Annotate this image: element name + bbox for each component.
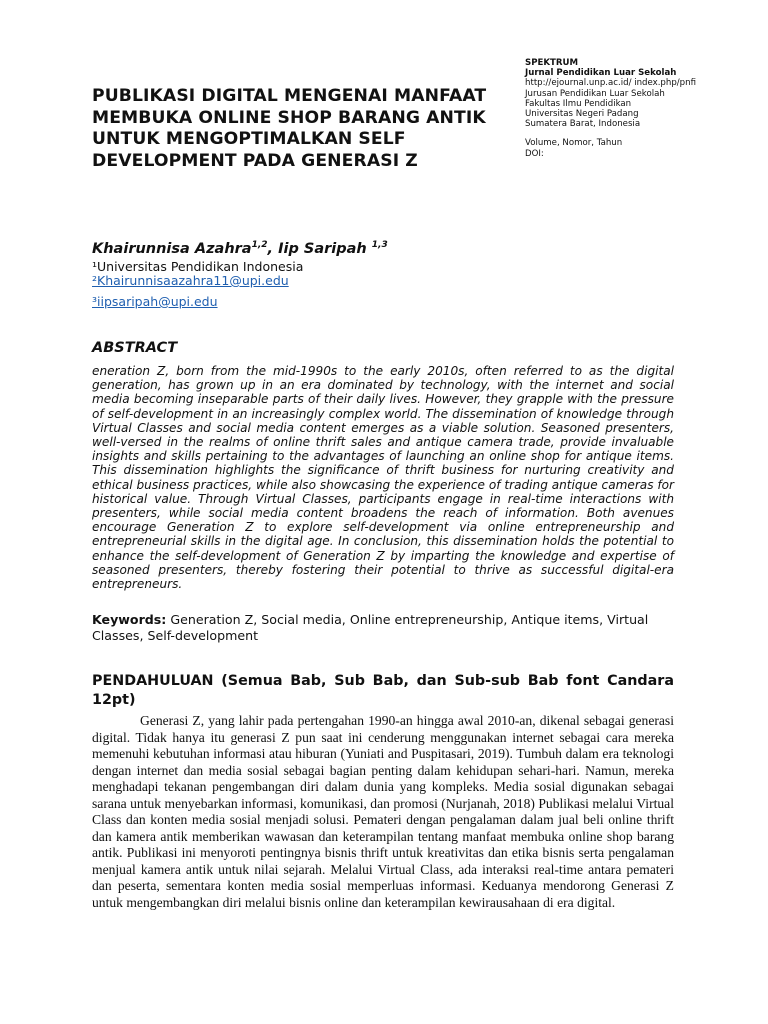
section-heading-pendahuluan: PENDAHULUAN (Semua Bab, Sub Bab, dan Sub-sub Bab font Candara 12pt) bbox=[92, 673, 674, 708]
journal-url: http://ejournal.unp.ac.id/ index.php/pnfi bbox=[525, 78, 697, 89]
author-line bbox=[92, 240, 388, 257]
journal-spacer bbox=[525, 129, 705, 138]
keywords-label: Keywords: bbox=[92, 612, 167, 627]
journal-subtitle: Jurnal Pendidikan Luar Sekolah bbox=[525, 68, 677, 79]
email-link-author-1[interactable]: ²Khairunnisaazahra11@upi.edu bbox=[92, 273, 289, 288]
intro-paragraph: Generasi Z, yang lahir pada pertengahan 1990-an hingga awal 2010-an, dikenal sebagai generasi digital. Tidak hanya itu generasi Z pun saat ini cenderung menggunakan internet sebagai cara mereka memenuhi kebutuhan informasi atau hiburan (Yuniati and Puspitasari, 2019). Tumbuh dalam era teknologi dengan internet dan media sosial sebagai bagian penting dalam kehidupan sehari-hari. Namun, mereka menghadapi tekanan pengembangan diri dalam dunia yang kompleks. Media sosial digunakan sebagai sarana untuk menyebarkan informasi, komunikasi, dan promosi (Nurjanah, 2018) Publikasi melalui Virtual Class dan konten media sosial menjadi solusi. Pemateri dengan pengalaman dalam jual beli online thrift dan kamera antik memberikan wawasan dan keterampilan tentang manfaat membuka online shop barang antik. Publikasi ini menyoroti pentingnya bisnis thrift untuk kreativitas dan etika bisnis serta pengalaman menjual kamera antik untuk nilai sejarah. Melalui Virtual Class, ada interaksi real-time antara pemateri dan peserta, sementara konten media sosial memperluas informasi. Keduanya mendorong Generasi Z untuk mengembangkan diri melalui bisnis online dan keterampilan kewirausahaan di era digital. bbox=[92, 713, 674, 911]
author-2-name: Iip Saripah bbox=[278, 240, 367, 257]
author-1-name: Khairunnisa Azahra bbox=[92, 240, 252, 257]
journal-department: Jurusan Pendidikan Luar Sekolah bbox=[525, 88, 665, 99]
journal-doi: DOI: bbox=[525, 148, 544, 158]
journal-university: Universitas Negeri Padang bbox=[525, 109, 639, 120]
author-1-superscript: 1,2 bbox=[251, 240, 268, 250]
abstract-body: eneration Z, born from the mid-1990s to the early 2010s, often referred to as the digital generation, has grown up in an era dominated by technology, with the internet and social media becoming inseparable parts of their daily lives. However, they grapple with the pressure of self-development in an increasingly complex world. The dissemination of knowledge through Virtual Classes and social media content emerges as a viable solution. Seasoned presenters, well-versed in the realms of online thrift sales and antique camera trade, provide invaluable insights and skills pertaining to the advantages of launching an online shop for antique items. This dissemination highlights the significance of thrift business for nurturing creativity and ethical business practices, while also showcasing the experience of trading antique cameras for historical value. Through Virtual Classes, participants engage in real-time interactions with presenters, while social media content broadens the reach of information. Both avenues encourage Generation Z to explore self-development via online entrepreneurship and entrepreneurial skills in the digital age. In conclusion, this dissemination holds the potential to enhance the self-development of Generation Z by imparting the knowledge and expertise of seasoned presenters, thereby fostering their potential to thrive as successful digital-era entrepreneurs. bbox=[92, 364, 674, 592]
journal-location: Sumatera Barat, Indonesia bbox=[525, 119, 641, 130]
keywords-line bbox=[92, 612, 674, 643]
journal-name: SPEKTRUM bbox=[525, 58, 579, 68]
affiliation: ¹Universitas Pendidikan Indonesia bbox=[92, 259, 304, 274]
author-2-superscript: 1,3 bbox=[371, 240, 388, 250]
keywords-list: Generation Z, Social media, Online entrepreneurship, Antique items, Virtual Classes, Self-development bbox=[92, 612, 649, 643]
email-link-author-2[interactable]: ³iipsaripah@upi.edu bbox=[92, 294, 218, 309]
article-title: PUBLIKASI DIGITAL MENGENAI MANFAAT MEMBUKA ONLINE SHOP BARANG ANTIK UNTUK MENGOPTIMALKAN SELF DEVELOPMENT PADA GENERASI Z bbox=[92, 86, 487, 171]
author-separator: , bbox=[267, 240, 279, 257]
journal-volume: Volume, Nomor, Tahun bbox=[525, 138, 623, 149]
journal-info-block bbox=[525, 58, 705, 158]
journal-faculty: Fakultas Ilmu Pendidikan bbox=[525, 98, 632, 109]
abstract-heading: ABSTRACT bbox=[92, 340, 178, 356]
